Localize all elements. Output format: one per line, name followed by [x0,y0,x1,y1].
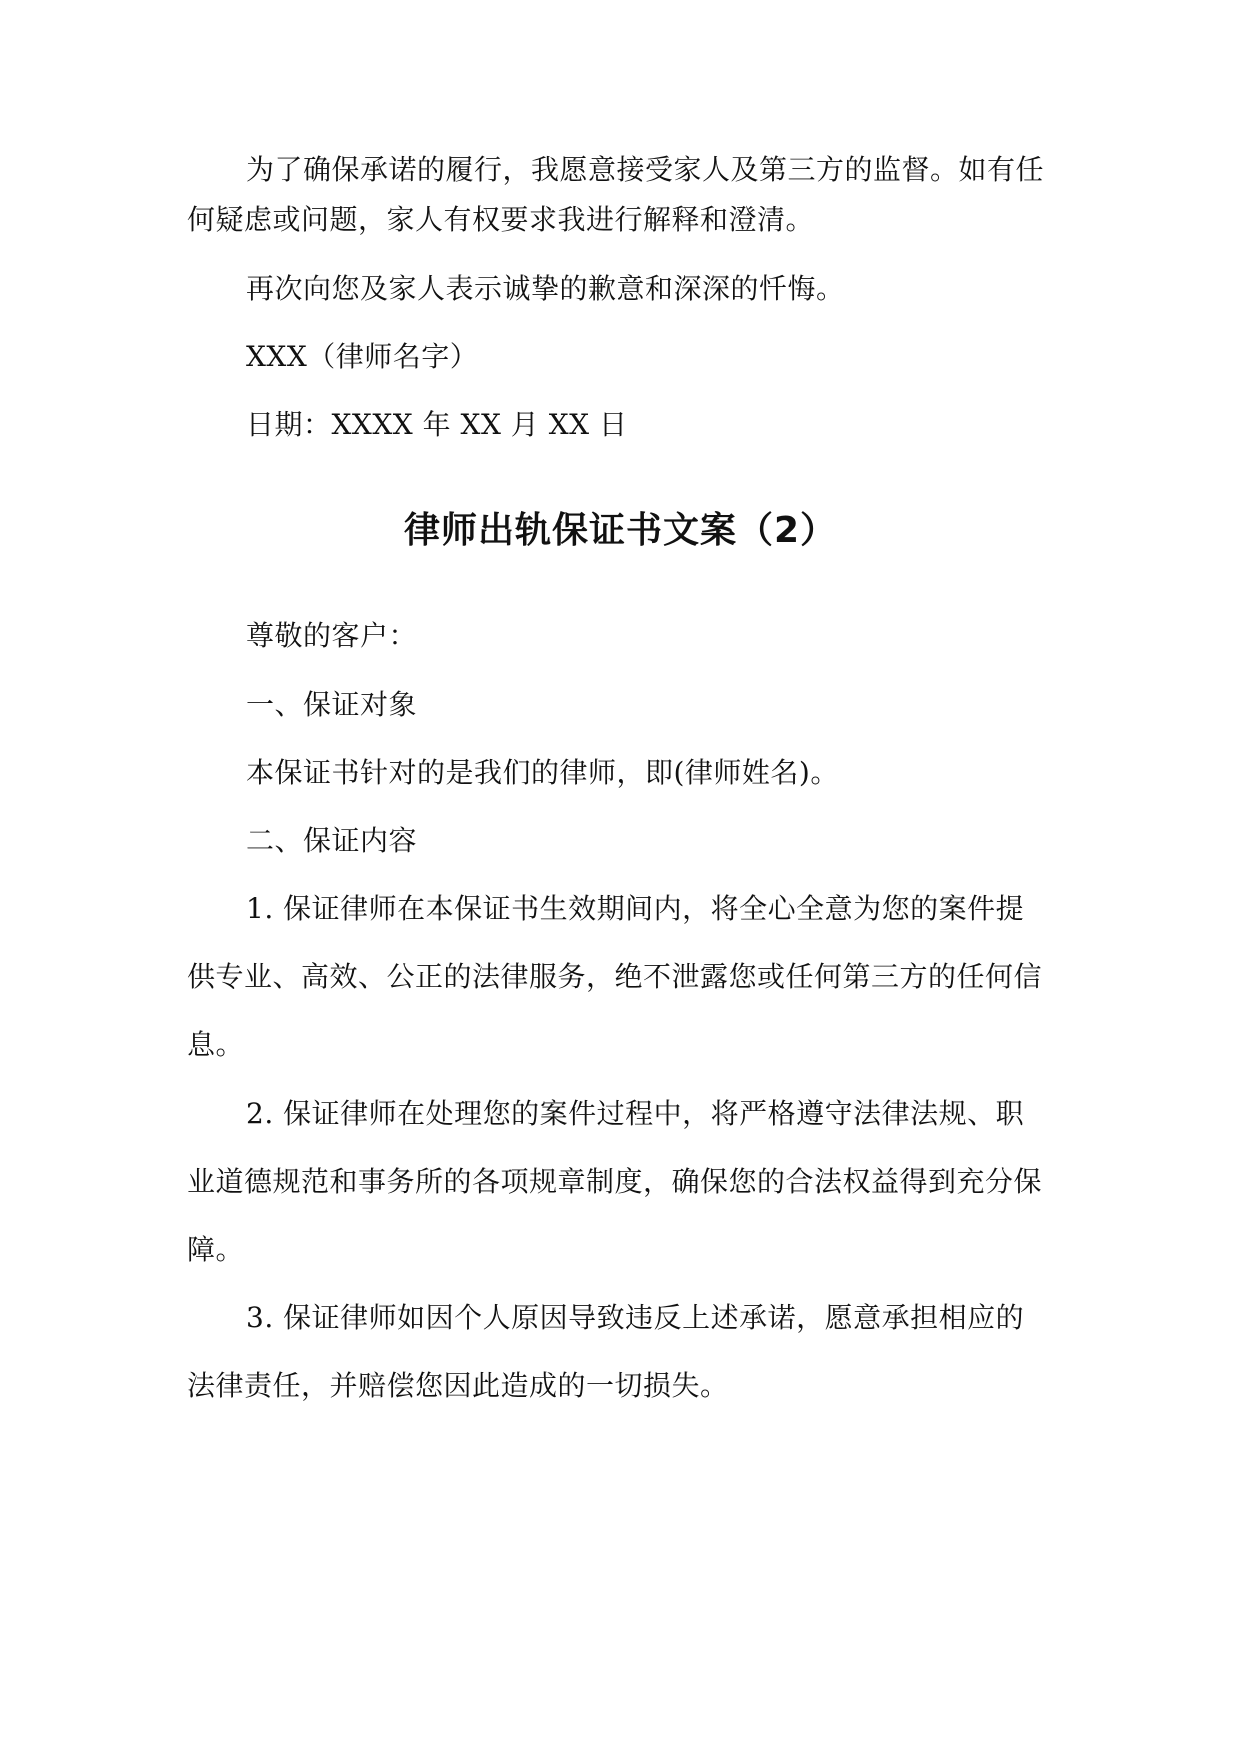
section-2-heading: 二、保证内容 [246,824,418,857]
item-2-line-1: 2. 保证律师在处理您的案件过程中，将严格遵守法律法规、职 [246,1097,1025,1130]
signature-line: XXX（律师名字） [246,340,479,373]
section-1-heading: 一、保证对象 [246,688,418,721]
item-2-line-3: 障。 [187,1233,245,1266]
item-3-line-2: 法律责任，并赔偿您因此造成的一切损失。 [187,1369,729,1402]
supervision-paragraph-line-1: 为了确保承诺的履行，我愿意接受家人及第三方的监督。如有任 [246,153,1045,186]
supervision-paragraph-line-2: 何疑虑或问题，家人有权要求我进行解释和澄清。 [187,203,815,236]
item-1-line-2: 供专业、高效、公正的法律服务，绝不泄露您或任何第三方的任何信 [187,960,1043,993]
item-2-line-2: 业道德规范和事务所的各项规章制度，确保您的合法权益得到充分保 [187,1165,1043,1198]
item-3-line-1: 3. 保证律师如因个人原因导致违反上述承诺，愿意承担相应的 [246,1301,1025,1334]
apology-paragraph: 再次向您及家人表示诚挚的歉意和深深的忏悔。 [246,272,845,305]
date-line: 日期：XXXX 年 XX 月 XX 日 [246,408,628,441]
document-title: 律师出轨保证书文案（2） [403,510,838,551]
section-1-text: 本保证书针对的是我们的律师，即(律师姓名)。 [246,756,839,789]
item-1-line-3: 息。 [187,1028,245,1061]
item-1-line-1: 1. 保证律师在本保证书生效期间内，将全心全意为您的案件提 [246,892,1025,925]
greeting-line: 尊敬的客户： [246,619,418,652]
